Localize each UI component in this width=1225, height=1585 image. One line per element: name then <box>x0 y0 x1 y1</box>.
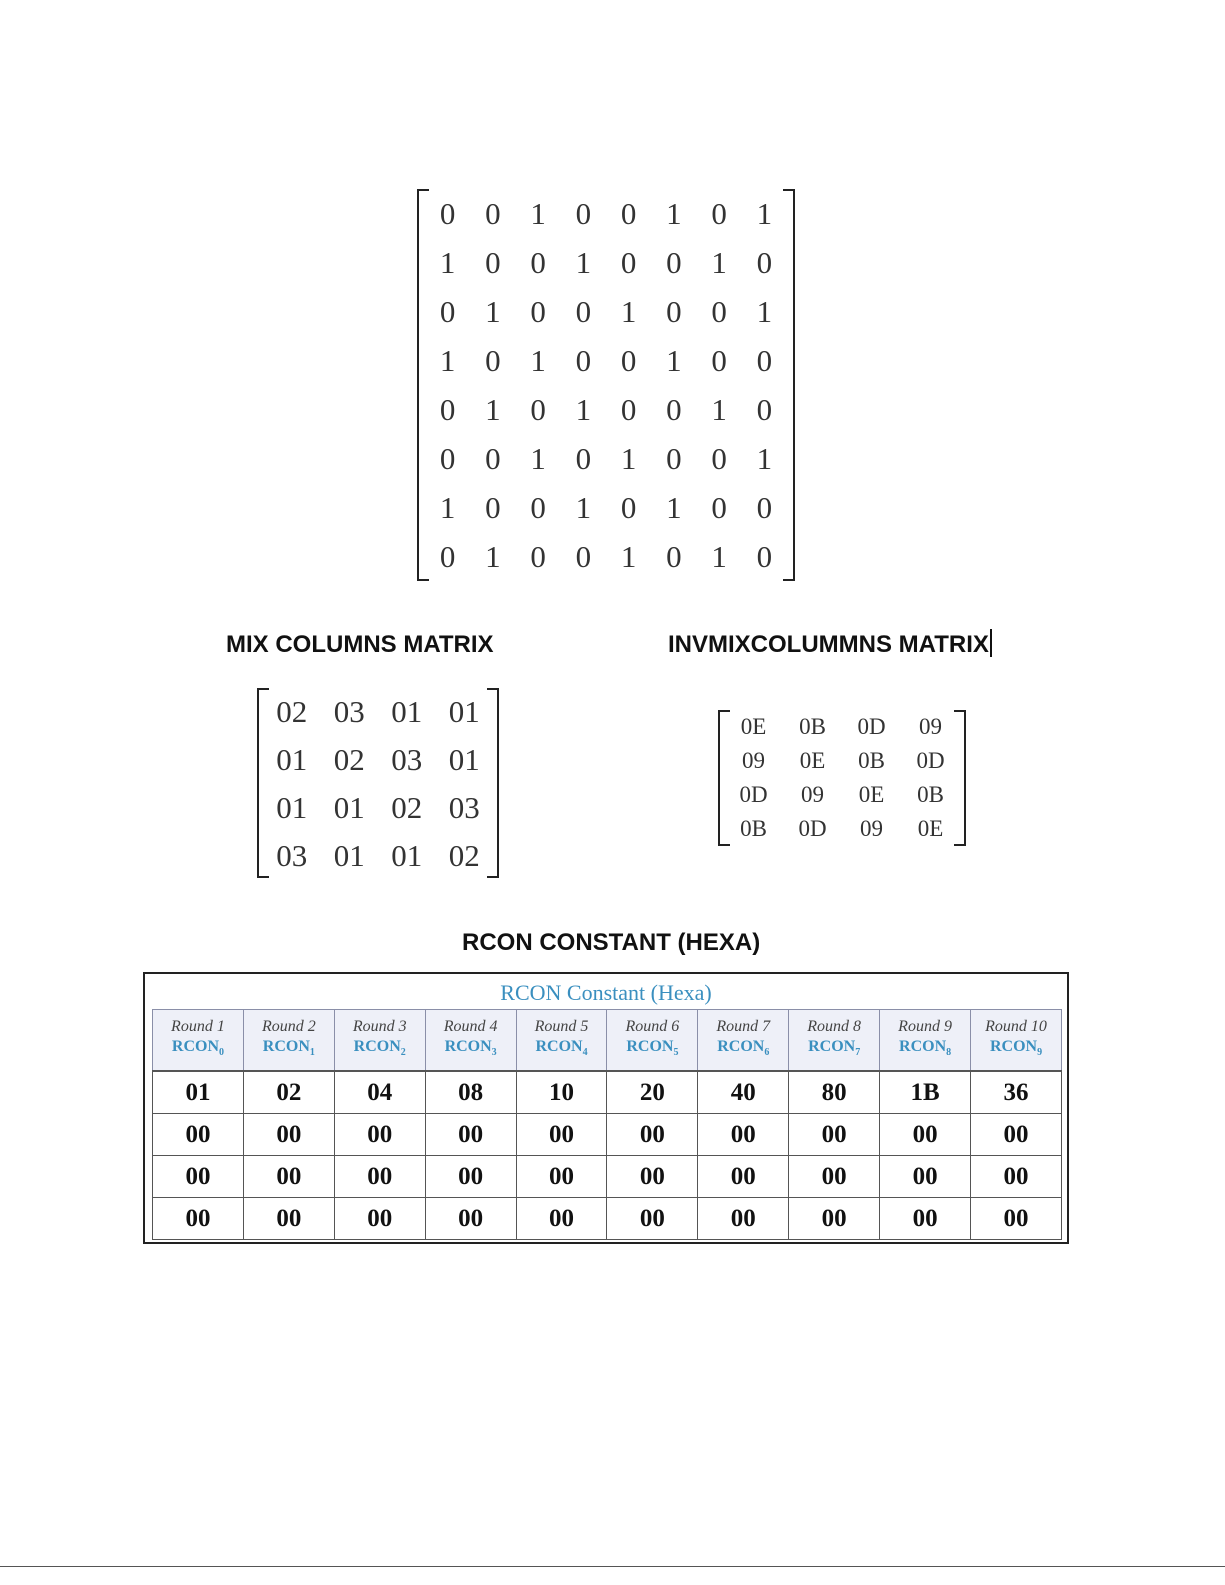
binary-matrix-cell: 0 <box>666 245 682 280</box>
rcon-label-index: 2 <box>400 1047 406 1059</box>
mix-matrix-cell: 02 <box>448 838 480 873</box>
binary-matrix-cell: 0 <box>575 294 592 329</box>
binary-matrix-cell: 0 <box>485 343 501 378</box>
binary-matrix-cell: 1 <box>666 343 682 378</box>
inv-matrix-cell: 09 <box>919 714 942 739</box>
inv-mix-columns-matrix <box>718 710 966 846</box>
inv-matrix-cell: 0D <box>916 748 945 773</box>
round-label: Round 6 <box>625 1017 680 1035</box>
bracket-top-right <box>783 189 793 191</box>
rcon-value-cell: 00 <box>789 1198 880 1240</box>
binary-matrix-cell: 1 <box>485 294 501 329</box>
binary-matrix-cell: 0 <box>666 441 682 476</box>
binary-matrix-cell: 0 <box>620 245 637 280</box>
inv-matrix-cell: 0E <box>858 782 885 807</box>
rcon-header-cell <box>607 1010 698 1072</box>
binary-matrix-cell: 0 <box>756 392 773 427</box>
bracket-bottom-right <box>954 844 964 846</box>
rcon-value-cell: 00 <box>971 1114 1062 1156</box>
binary-matrix-cell: 1 <box>530 343 546 378</box>
rcon-label-text: RCON <box>535 1037 583 1055</box>
round-label: Round 1 <box>171 1017 225 1035</box>
rcon-value-cell: 00 <box>243 1156 334 1198</box>
rcon-label <box>517 1037 607 1063</box>
rcon-label <box>698 1037 788 1063</box>
rcon-value-cell: 00 <box>698 1114 789 1156</box>
rcon-header-cell <box>789 1010 880 1072</box>
rcon-value-cell: 00 <box>789 1114 880 1156</box>
mix-matrix-cell: 01 <box>276 790 308 825</box>
rcon-label-text: RCON <box>444 1037 492 1055</box>
binary-matrix-cell: 1 <box>575 490 592 525</box>
mix-matrix-cell: 03 <box>448 790 480 825</box>
rcon-value-cell: 00 <box>607 1156 698 1198</box>
rcon-value-cell: 00 <box>880 1114 971 1156</box>
rcon-label-text: RCON <box>353 1037 401 1055</box>
binary-matrix-cell: 0 <box>756 539 773 574</box>
binary-matrix-cell: 0 <box>439 392 456 427</box>
rcon-label-text: RCON <box>899 1037 947 1055</box>
binary-matrix-cell: 0 <box>711 294 727 329</box>
binary-matrix-cell: 1 <box>530 441 546 476</box>
binary-matrix-cell: 0 <box>530 245 546 280</box>
bracket-top-left <box>259 688 269 690</box>
mix-columns-title: MIX COLUMNS MATRIX <box>226 631 494 658</box>
binary-matrix-cell: 0 <box>711 196 727 231</box>
rcon-value-cell: 02 <box>243 1071 334 1114</box>
binary-matrix-cell: 0 <box>575 196 592 231</box>
round-label: Round 4 <box>443 1017 498 1035</box>
binary-matrix-cell: 1 <box>711 392 727 427</box>
binary-matrix-cell: 0 <box>485 441 501 476</box>
rcon-table <box>152 1009 1062 1240</box>
binary-matrix-cell: 0 <box>530 294 546 329</box>
rcon-label-index: 0 <box>219 1047 224 1059</box>
rcon-label <box>244 1037 334 1063</box>
bracket-bottom-left <box>419 579 429 581</box>
inv-mix-columns-title <box>668 629 992 659</box>
rcon-label-text: RCON <box>171 1037 219 1055</box>
mix-matrix-cell: 03 <box>391 742 423 777</box>
rcon-header-row <box>153 1010 1062 1072</box>
rcon-value-cell: 00 <box>153 1156 244 1198</box>
rcon-label <box>607 1037 697 1063</box>
binary-matrix-cell: 0 <box>620 392 637 427</box>
binary-matrix-cell: 1 <box>530 196 546 231</box>
inv-matrix-cell: 0E <box>740 714 767 739</box>
rcon-value-cell: 00 <box>880 1198 971 1240</box>
inv-matrix-cell: 0B <box>799 714 826 739</box>
rcon-label <box>335 1037 425 1063</box>
rcon-header-cell <box>516 1010 607 1072</box>
rcon-value-cell: 00 <box>516 1114 607 1156</box>
round-label: Round 3 <box>352 1017 407 1035</box>
binary-matrix-cell: 0 <box>711 441 727 476</box>
mix-matrix-cell: 02 <box>276 694 308 729</box>
binary-matrix-cell: 1 <box>666 490 682 525</box>
rcon-value-cell: 00 <box>334 1198 425 1240</box>
rcon-table-row <box>153 1156 1062 1198</box>
rcon-header-cell <box>880 1010 971 1072</box>
binary-matrix-cell: 1 <box>711 245 727 280</box>
binary-matrix-cell: 0 <box>439 196 456 231</box>
binary-matrix-cell: 1 <box>439 343 456 378</box>
binary-matrix-cell: 0 <box>485 245 501 280</box>
bracket-bottom-left <box>720 844 730 846</box>
binary-matrix-cell: 0 <box>620 196 637 231</box>
rcon-value-cell: 10 <box>516 1071 607 1114</box>
inv-matrix-cell: 0E <box>917 816 944 841</box>
rcon-value-cell: 00 <box>153 1198 244 1240</box>
rcon-value-cell: 00 <box>425 1198 516 1240</box>
rcon-value-cell: 00 <box>516 1198 607 1240</box>
bracket-bottom-right <box>783 579 793 581</box>
bracket-top-right <box>954 710 964 712</box>
round-label: Round 9 <box>898 1017 952 1035</box>
binary-matrix-cell: 0 <box>756 245 773 280</box>
rcon-value-cell: 00 <box>425 1114 516 1156</box>
mix-matrix-cell: 02 <box>391 790 423 825</box>
mix-matrix-cell: 01 <box>448 694 480 729</box>
mix-matrix-cell: 02 <box>333 742 365 777</box>
binary-matrix-cell: 0 <box>666 392 682 427</box>
binary-matrix-cell: 0 <box>439 441 456 476</box>
rcon-label <box>426 1037 516 1063</box>
binary-matrix-cell: 0 <box>485 490 501 525</box>
binary-matrix-cell: 0 <box>485 196 501 231</box>
rcon-value-cell: 00 <box>607 1198 698 1240</box>
rcon-header-cell <box>698 1010 789 1072</box>
rcon-table-body <box>153 1071 1062 1240</box>
mix-matrix-cell: 03 <box>333 694 365 729</box>
binary-matrix-cell: 1 <box>756 294 773 329</box>
binary-matrix-cell: 1 <box>666 196 682 231</box>
rcon-heading: RCON CONSTANT (HEXA) <box>462 929 761 956</box>
rcon-value-cell: 01 <box>153 1071 244 1114</box>
rcon-header-cell <box>971 1010 1062 1072</box>
binary-matrix-cell: 1 <box>439 245 456 280</box>
rcon-label-index: 4 <box>582 1047 588 1059</box>
rcon-value-cell: 08 <box>425 1071 516 1114</box>
binary-matrix-cell: 0 <box>756 343 773 378</box>
rcon-value-cell: 00 <box>789 1156 880 1198</box>
rcon-value-cell: 40 <box>698 1071 789 1114</box>
rcon-value-cell: 00 <box>516 1156 607 1198</box>
rcon-label-index: 3 <box>491 1047 497 1059</box>
binary-matrix-cell: 0 <box>620 343 637 378</box>
mix-matrix-cell: 01 <box>276 742 308 777</box>
binary-matrix-cell: 1 <box>439 490 456 525</box>
rcon-label <box>789 1037 879 1063</box>
binary-matrix-cell: 0 <box>530 392 546 427</box>
binary-matrix-cell: 1 <box>485 539 501 574</box>
rcon-value-cell: 00 <box>971 1156 1062 1198</box>
rcon-value-cell: 00 <box>607 1114 698 1156</box>
rcon-value-cell: 00 <box>243 1198 334 1240</box>
rcon-table-row <box>153 1114 1062 1156</box>
binary-matrix-cell: 1 <box>756 441 773 476</box>
rcon-label-index: 5 <box>673 1047 679 1059</box>
binary-matrix-cell: 0 <box>439 294 456 329</box>
page-bottom-rule <box>0 1566 1225 1567</box>
bracket-top-right <box>487 688 497 690</box>
rcon-value-cell: 00 <box>425 1156 516 1198</box>
binary-matrix-cell: 1 <box>485 392 501 427</box>
binary-matrix <box>417 189 795 581</box>
rcon-label-text: RCON <box>262 1037 310 1055</box>
binary-matrix-cell: 0 <box>666 539 682 574</box>
binary-matrix-cell: 1 <box>620 294 637 329</box>
rcon-label-text: RCON <box>989 1037 1038 1055</box>
mix-matrix-cell: 01 <box>333 790 365 825</box>
rcon-header-cell <box>153 1010 244 1072</box>
text-cursor <box>990 629 992 657</box>
binary-matrix-cell: 1 <box>575 245 592 280</box>
round-label: Round 10 <box>985 1017 1047 1035</box>
mix-matrix-cell: 01 <box>391 838 423 873</box>
bracket-top-left <box>419 189 429 191</box>
rcon-label-text: RCON <box>626 1037 674 1055</box>
rcon-value-cell: 04 <box>334 1071 425 1114</box>
binary-matrix-cell: 0 <box>620 490 637 525</box>
round-label: Round 5 <box>534 1017 589 1035</box>
binary-matrix-cell: 0 <box>575 441 592 476</box>
inv-matrix-cell: 0D <box>857 714 886 739</box>
mix-matrix-cell: 01 <box>391 694 423 729</box>
rcon-label-text: RCON <box>717 1037 765 1055</box>
binary-matrix-cell: 0 <box>711 490 727 525</box>
rcon-value-cell: 1B <box>880 1071 971 1114</box>
binary-matrix-cell: 0 <box>666 294 682 329</box>
inv-matrix-cell: 09 <box>742 748 765 773</box>
inv-matrix-cell: 0D <box>798 816 827 841</box>
binary-matrix-cell: 1 <box>756 196 773 231</box>
rcon-table-row <box>153 1071 1062 1114</box>
rcon-label <box>971 1037 1061 1063</box>
rcon-label-index: 6 <box>764 1047 770 1059</box>
binary-matrix-cell: 1 <box>711 539 727 574</box>
rcon-value-cell: 20 <box>607 1071 698 1114</box>
mix-matrix-cell: 01 <box>448 742 480 777</box>
inv-matrix-cell: 09 <box>860 816 883 841</box>
inv-mix-columns-title-text: INVMIXCOLUMMNS MATRIX <box>668 631 989 658</box>
mix-matrix-cell: 03 <box>276 838 308 873</box>
inv-matrix-cell: 0D <box>739 782 768 807</box>
rcon-label-index: 7 <box>855 1047 861 1059</box>
binary-matrix-cell: 1 <box>620 539 637 574</box>
binary-matrix-cell: 0 <box>575 539 592 574</box>
binary-matrix-cell: 0 <box>711 343 727 378</box>
rcon-caption: RCON Constant (Hexa) <box>500 980 712 1005</box>
round-label: Round 8 <box>807 1017 862 1035</box>
mix-columns-matrix <box>257 688 499 878</box>
rcon-value-cell: 00 <box>880 1156 971 1198</box>
rcon-label-index: 8 <box>946 1047 952 1059</box>
bracket-bottom-right <box>487 876 497 878</box>
binary-matrix-cell: 0 <box>756 490 773 525</box>
mix-matrix-cell: 01 <box>333 838 365 873</box>
rcon-table-figure <box>143 972 1069 1244</box>
rcon-label <box>153 1037 243 1063</box>
inv-matrix-cell: 0B <box>917 782 944 807</box>
rcon-value-cell: 00 <box>243 1114 334 1156</box>
inv-matrix-cell: 09 <box>801 782 824 807</box>
rcon-value-cell: 36 <box>971 1071 1062 1114</box>
rcon-label <box>880 1037 970 1063</box>
rcon-header-cell <box>425 1010 516 1072</box>
binary-matrix-cell: 0 <box>530 490 546 525</box>
binary-matrix-cell: 1 <box>575 392 592 427</box>
inv-matrix-cell: 0B <box>858 748 885 773</box>
rcon-value-cell: 80 <box>789 1071 880 1114</box>
binary-matrix-cell: 1 <box>620 441 637 476</box>
rcon-value-cell: 00 <box>334 1114 425 1156</box>
rcon-label-index: 1 <box>309 1047 315 1059</box>
rcon-label-text: RCON <box>808 1037 856 1055</box>
bracket-bottom-left <box>259 876 269 878</box>
inv-matrix-cell: 0E <box>799 748 826 773</box>
rcon-value-cell: 00 <box>698 1198 789 1240</box>
rcon-value-cell: 00 <box>153 1114 244 1156</box>
inv-matrix-cell: 0B <box>740 816 767 841</box>
rcon-value-cell: 00 <box>334 1156 425 1198</box>
rcon-value-cell: 00 <box>698 1156 789 1198</box>
binary-matrix-cell: 0 <box>439 539 456 574</box>
rcon-header-cell <box>334 1010 425 1072</box>
round-label: Round 7 <box>716 1017 771 1035</box>
binary-matrix-cell: 0 <box>575 343 592 378</box>
rcon-label-index: 9 <box>1037 1047 1043 1059</box>
bracket-top-left <box>720 710 730 712</box>
rcon-value-cell: 00 <box>971 1198 1062 1240</box>
round-label: Round 2 <box>261 1017 316 1035</box>
binary-matrix-cell: 0 <box>530 539 546 574</box>
rcon-header-cell <box>243 1010 334 1072</box>
rcon-table-row <box>153 1198 1062 1240</box>
